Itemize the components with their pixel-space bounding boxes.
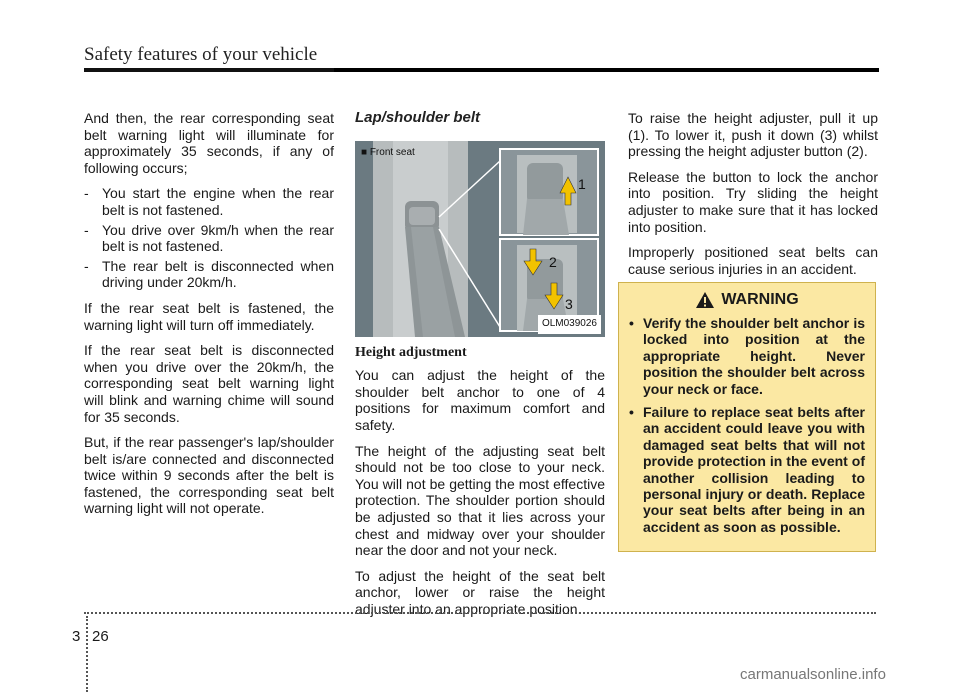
intro-paragraph: And then, the rear corresponding seat belt warning light will illuminate for approximately 35 seconds, if any of following occurs;	[84, 110, 334, 176]
page-number-value: 26	[92, 628, 109, 645]
condition-list	[84, 185, 334, 291]
warning-header	[629, 291, 865, 309]
page-number-separator	[86, 616, 88, 692]
paragraph: If the rear seat belt is disconnected when you drive over the 20km/h, the corresponding seat belt warning light will blink and warning chime will sound for 35 seconds.	[84, 342, 334, 425]
warning-title: WARNING	[721, 291, 799, 308]
warning-box	[618, 282, 876, 552]
paragraph: To raise the height adjuster, pull it up (1). To lower it, push it down (3) whilst pressing the height adjuster button (2).	[628, 110, 878, 160]
callout-3: 3	[565, 295, 573, 312]
paragraph: Improperly positioned seat belts can cause serious injuries in an accident.	[628, 244, 878, 277]
subheading: Height adjustment	[355, 344, 467, 360]
paragraph: You can adjust the height of the shoulder belt anchor to one of 4 positions for maximum comfort and safety.	[355, 367, 605, 433]
chapter-number: 3	[72, 628, 81, 645]
list-item: • Verify the shoulder belt anchor is locked into position at the appropriate height. Never position the shoulder belt across your neck or face.	[629, 315, 865, 397]
section-title: Lap/shoulder belt	[355, 109, 481, 126]
left-column	[84, 110, 334, 526]
paragraph: The height of the adjusting seat belt should not be too close to your neck. You will not be getting the most effective protection. The shoulder portion should be adjusted so that it lies across your chest and midway over your shoulder near the door and not your neck.	[355, 442, 605, 559]
warning-triangle-icon	[695, 291, 715, 309]
seat-belt-figure	[355, 141, 605, 337]
paragraph: Release the button to lock the anchor into position. Try sliding the height adjuster to make sure that it has locked into position.	[628, 168, 878, 235]
list-item: - You start the engine when the rear belt is not fastened.	[84, 185, 334, 218]
footer-rule	[84, 612, 876, 614]
header-title: Safety features of your vehicle	[84, 44, 318, 65]
paragraph: But, if the rear passenger's lap/shoulder belt is/are connected and disconnected twice within 9 seconds after the belt is fastened, the corresponding seat belt warning light will not operate.	[84, 434, 334, 517]
watermark: carmanualsonline.info	[740, 666, 886, 683]
seat-belt-illustration	[355, 141, 605, 337]
warning-list	[629, 315, 865, 535]
figure-label: ■ Front seat	[361, 146, 415, 158]
paragraph: If the rear seat belt is fastened, the warning light will turn off immediately.	[84, 299, 334, 333]
callout-1: 1	[578, 175, 586, 192]
list-item: • Failure to replace seat belts after an accident could leave you with damaged seat belts that will not provide protection in the event of another collision leading to personal injury or death. Replace your seat belts after being in an accident as soon as possible.	[629, 404, 865, 535]
list-item: - You drive over 9km/h when the rear belt is not fastened.	[84, 221, 334, 255]
figure-code: OLM039026	[538, 315, 601, 334]
right-column	[628, 110, 878, 286]
header-rule	[84, 68, 879, 72]
middle-column	[355, 110, 605, 627]
list-item: - The rear belt is disconnected when driving under 20km/h.	[84, 257, 334, 291]
paragraph: To adjust the height of the seat belt anchor, lower or raise the height adjuster into an appropriate position.	[355, 567, 605, 617]
callout-2: 2	[549, 253, 557, 270]
